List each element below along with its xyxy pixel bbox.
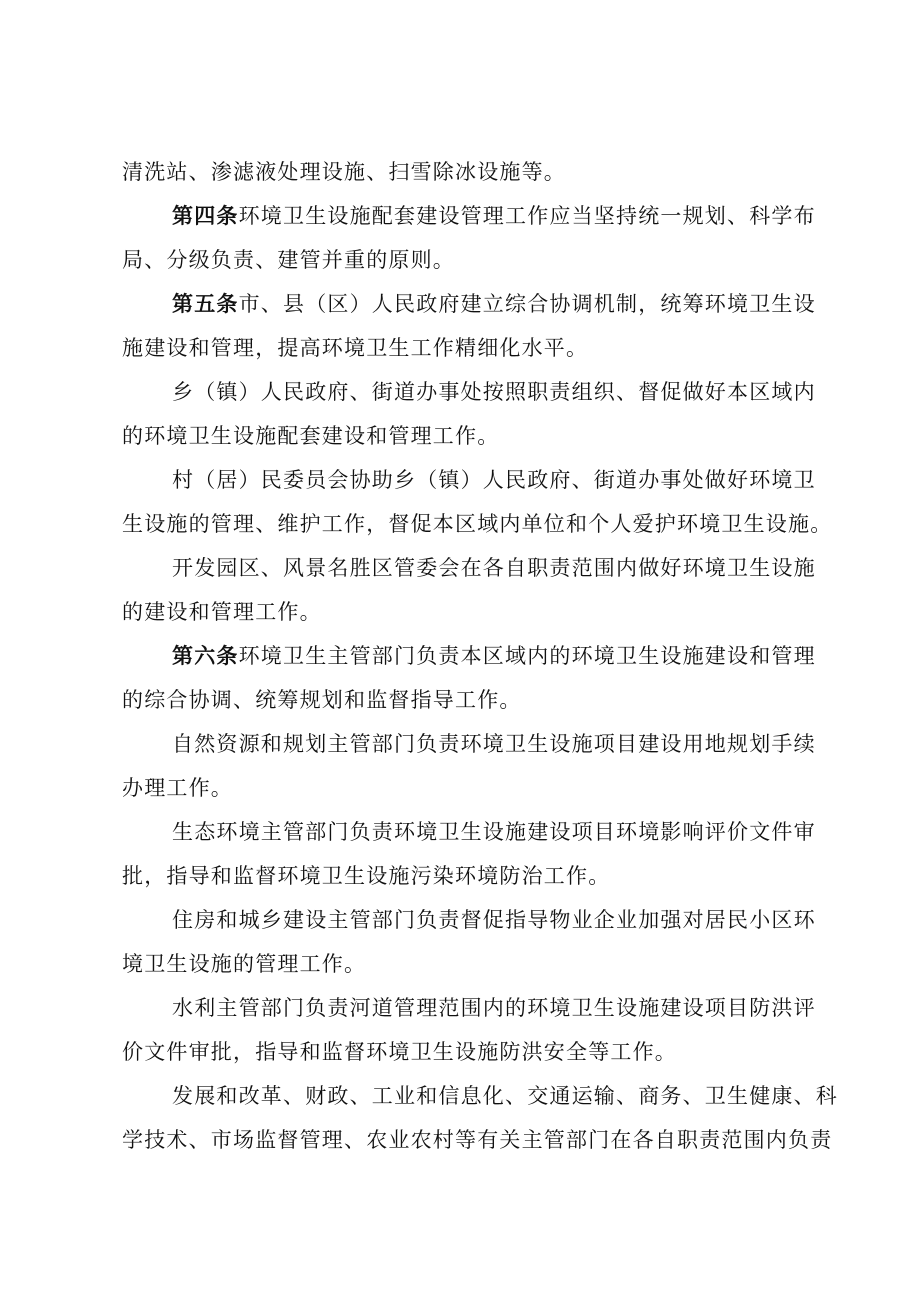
- article-4-line-2: 局、分级负责、建管并重的原则。: [122, 248, 455, 272]
- paragraph-village-line-1: 村（居）民委员会协助乡（镇）人民政府、街道办事处做好环境卫: [172, 468, 816, 492]
- paragraph-ecology-line-1: 生态环境主管部门负责环境卫生设施建设项目环境影响评价文件审: [172, 820, 816, 844]
- paragraph-park-line-1: 开发园区、风景名胜区管委会在各自职责范围内做好环境卫生设施: [172, 556, 816, 580]
- paragraph-departments-line-2: 学技术、市场监督管理、农业农村等有关主管部门在各自职责范围内负责: [122, 1128, 833, 1152]
- paragraph-water-line-1: 水利主管部门负责河道管理范围内的环境卫生设施建设项目防洪评: [172, 996, 816, 1020]
- article-4-line-1: [122, 194, 816, 238]
- article-5-line-2: 施建设和管理，提高环境卫生工作精细化水平。: [122, 336, 589, 360]
- article-5-line-1: [122, 282, 816, 326]
- article-4-heading: 第四条: [172, 204, 239, 228]
- paragraph-housing-line-1: 住房和城乡建设主管部门负责督促指导物业企业加强对居民小区环: [172, 908, 816, 932]
- paragraph-natural-resources-line-1: 自然资源和规划主管部门负责环境卫生设施项目建设用地规划手续: [172, 732, 816, 756]
- paragraph-water-line-2: 价文件审批，指导和监督环境卫生设施防洪安全等工作。: [122, 1040, 677, 1064]
- continuation-line: 清洗站、渗滤液处理设施、扫雪除冰设施等。: [122, 160, 566, 184]
- paragraph-housing-line-2: 境卫生设施的管理工作。: [122, 952, 367, 976]
- article-6-line-2: 的综合协调、统筹规划和监督指导工作。: [122, 688, 522, 712]
- article-6-line-1: [122, 634, 816, 678]
- article-5-text: 市、县（区）人民政府建立综合协调机制，统筹环境卫生设: [238, 292, 816, 316]
- article-4-text: 环境卫生设施配套建设管理工作应当坚持统一规划、科学布: [238, 204, 816, 228]
- document-body: [122, 150, 838, 1162]
- paragraph-natural-resources-line-2: 办理工作。: [122, 776, 233, 800]
- article-6-heading: 第六条: [172, 644, 239, 668]
- paragraph-ecology-line-2: 批，指导和监督环境卫生设施污染环境防治工作。: [122, 864, 611, 888]
- article-5-heading: 第五条: [172, 292, 239, 316]
- article-6-text: 环境卫生主管部门负责本区域内的环境卫生设施建设和管理: [238, 644, 816, 668]
- paragraph-departments-line-1: 发展和改革、财政、工业和信息化、交通运输、商务、卫生健康、科: [172, 1084, 838, 1108]
- paragraph-village-line-2: 生设施的管理、维护工作，督促本区域内单位和个人爱护环境卫生设施。: [122, 512, 833, 536]
- paragraph-park-line-2: 的建设和管理工作。: [122, 600, 322, 624]
- paragraph-township-line-2: 的环境卫生设施配套建设和管理工作。: [122, 424, 500, 448]
- paragraph-township-line-1: 乡（镇）人民政府、街道办事处按照职责组织、督促做好本区域内: [172, 380, 816, 404]
